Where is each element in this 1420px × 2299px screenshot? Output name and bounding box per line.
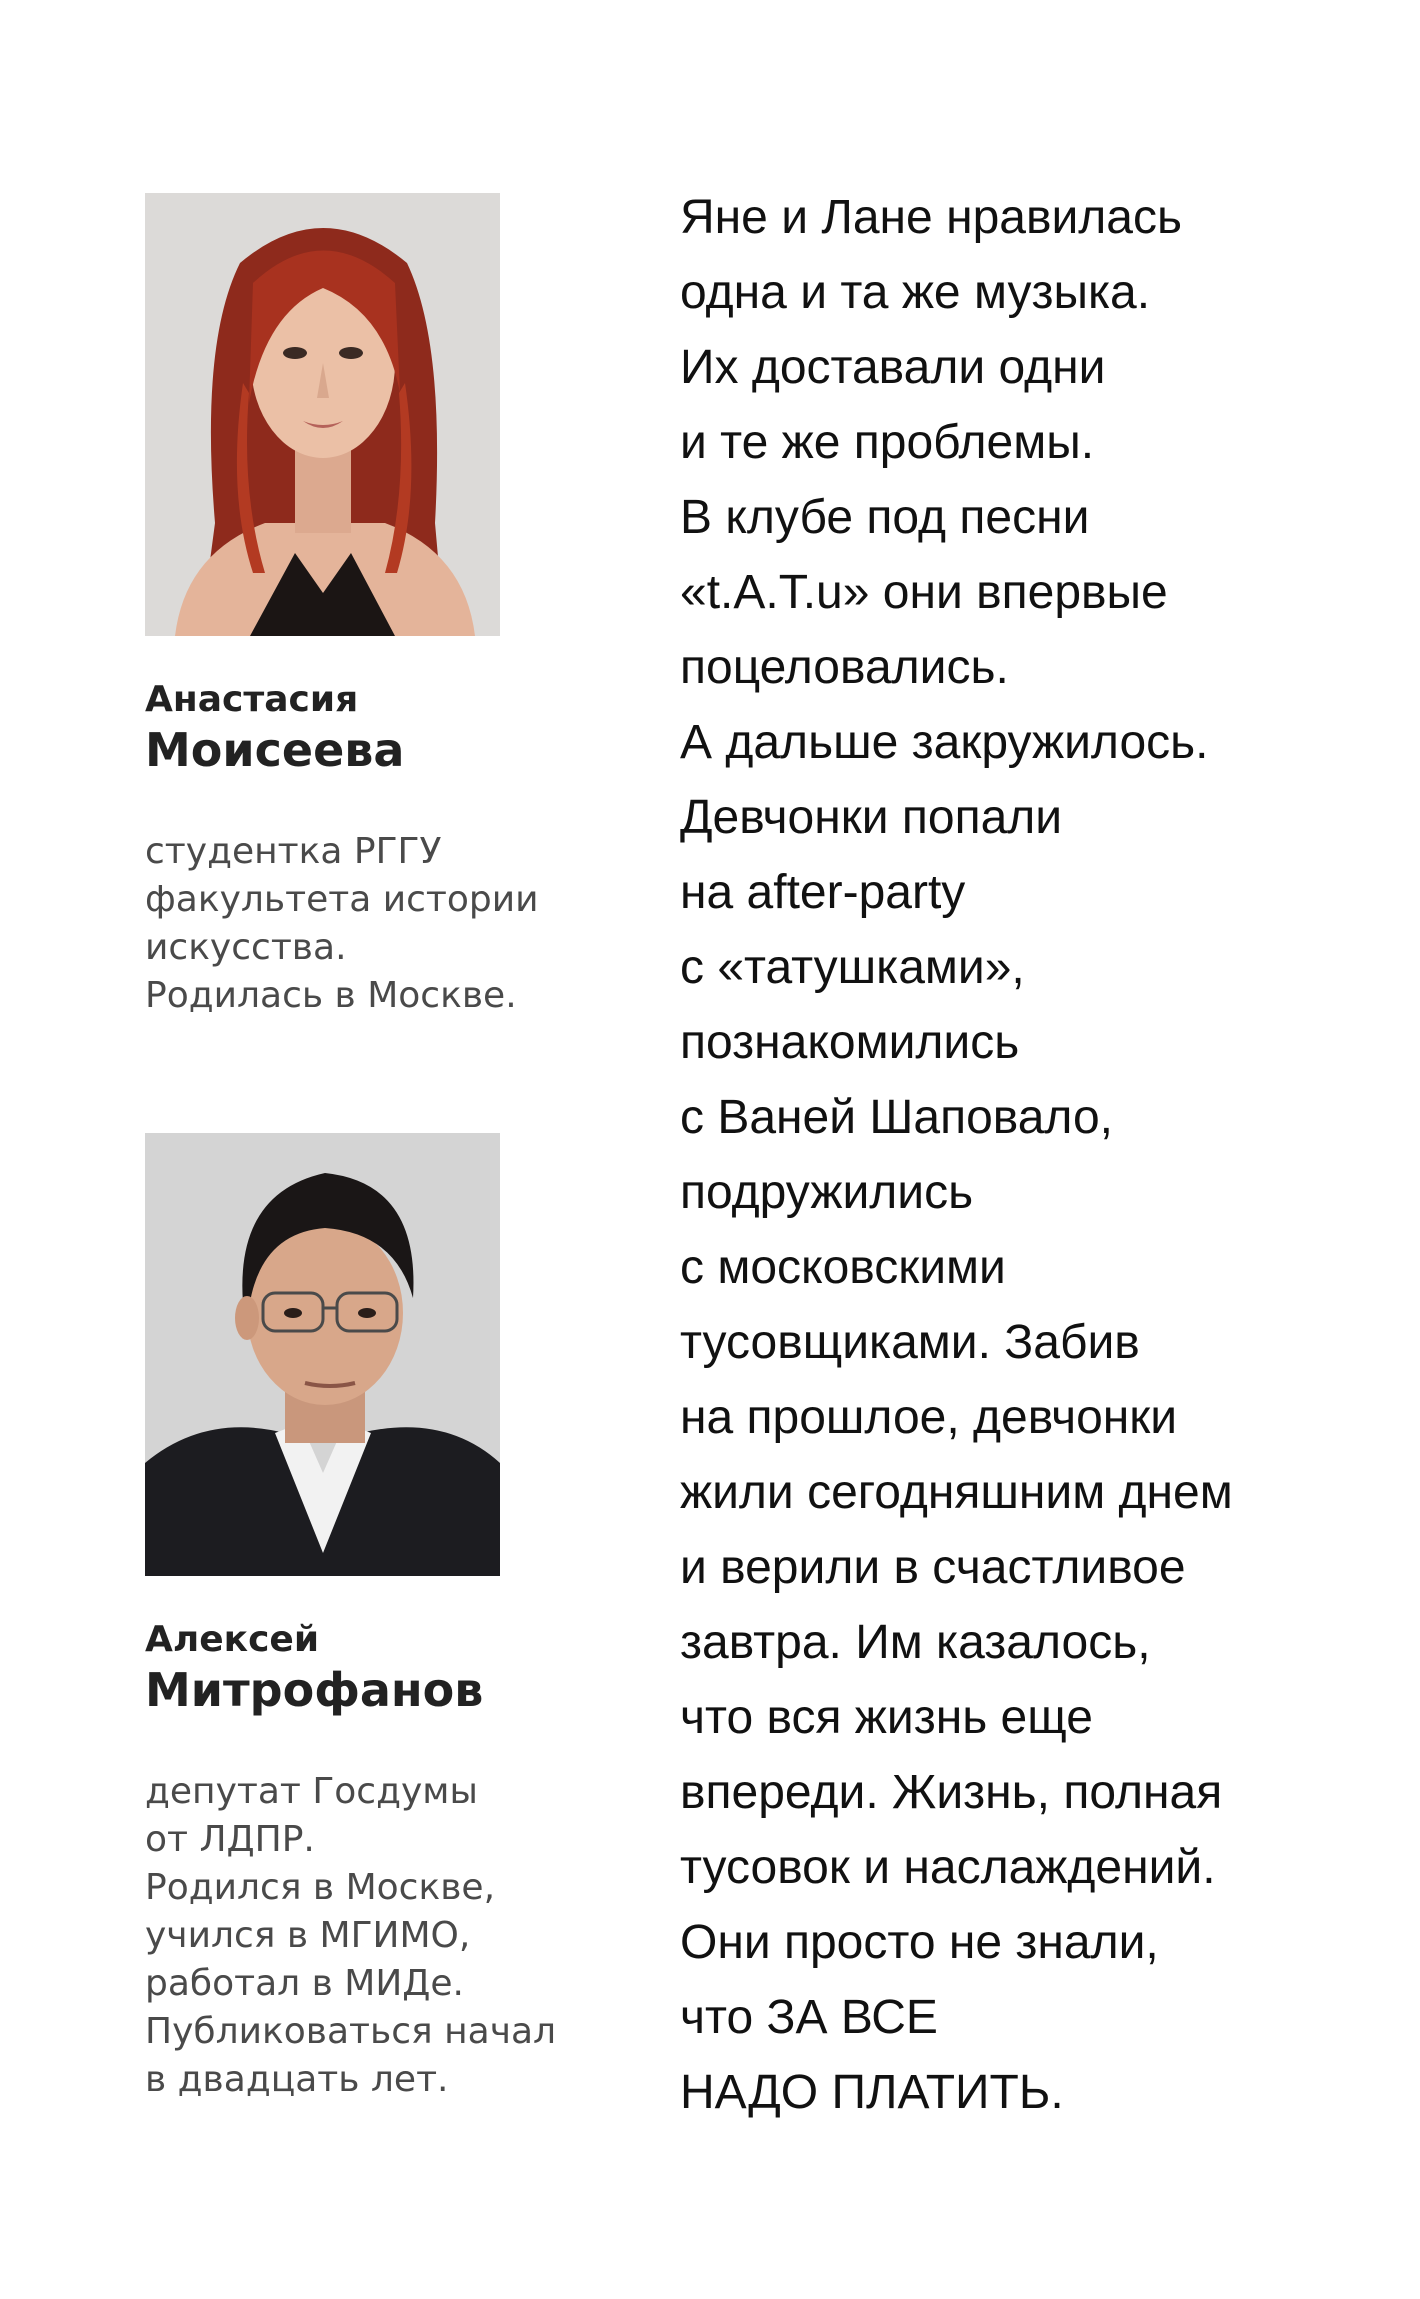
profile-card [145, 1133, 615, 2104]
person-first-name: Анастасия [145, 679, 359, 720]
story-line: с московскими [680, 1241, 1006, 1294]
person-bio [145, 828, 615, 1020]
story-line: жили сегодняшним днем [680, 1466, 1233, 1519]
bio-line: факультета истории [145, 879, 539, 920]
story-line: тусовщиками. Забив [680, 1316, 1140, 1369]
story-line: с «татушками», [680, 941, 1025, 994]
bio-line: Родилась в Москве. [145, 975, 517, 1016]
woman-portrait-image [145, 193, 500, 636]
story-line: подружились [680, 1166, 974, 1219]
story-line: Яне и Лане нравилась [680, 191, 1183, 244]
bio-line: работал в МИДе. [145, 1963, 464, 2004]
story-text [680, 180, 1380, 2130]
profile-photo [145, 193, 500, 636]
story-line: впереди. Жизнь, полная [680, 1766, 1223, 1819]
profile-photo [145, 1133, 500, 1576]
story-line: одна и та же музыка. [680, 266, 1151, 319]
bio-line: Публиковаться начал [145, 2011, 557, 2052]
person-first-name: Алексей [145, 1619, 320, 1660]
story-line: В клубе под песни [680, 491, 1090, 544]
story-line: «t.A.T.u» они впервые [680, 566, 1168, 619]
profile-card [145, 193, 615, 1020]
story-line: и те же проблемы. [680, 416, 1095, 469]
story-line: завтра. Им казалось, [680, 1616, 1151, 1669]
story-line: на прошлое, девчонки [680, 1391, 1178, 1444]
story-line: что ЗА ВСЕ [680, 1991, 938, 2044]
person-bio [145, 1768, 615, 2104]
story-line: А дальше закружилось. [680, 716, 1209, 769]
story-line: что вся жизнь еще [680, 1691, 1093, 1744]
story-line: тусовок и наслаждений. [680, 1841, 1216, 1894]
person-last-name: Моисеева [145, 723, 405, 777]
bio-line: искусства. [145, 927, 347, 968]
person-last-name: Митрофанов [145, 1663, 484, 1717]
story-line: Девчонки попали [680, 791, 1063, 844]
story-line: и верили в счастливое [680, 1541, 1186, 1594]
bio-line: от ЛДПР. [145, 1819, 315, 1860]
story-line: с Ваней Шаповало, [680, 1091, 1114, 1144]
bio-line: Родился в Москве, [145, 1867, 496, 1908]
bio-line: учился в МГИМО, [145, 1915, 471, 1956]
man-portrait-image [145, 1133, 500, 1576]
story-line: Они просто не знали, [680, 1916, 1159, 1969]
bio-line: в двадцать лет. [145, 2059, 449, 2100]
story-line: поцеловались. [680, 641, 1009, 694]
story-line: Их доставали одни [680, 341, 1106, 394]
story-line: на after-party [680, 866, 966, 919]
bio-line: депутат Госдумы [145, 1771, 478, 1812]
bio-line: студентка РГГУ [145, 831, 442, 872]
story-line: НАДО ПЛАТИТЬ. [680, 2066, 1064, 2119]
story-line: познакомились [680, 1016, 1020, 1069]
